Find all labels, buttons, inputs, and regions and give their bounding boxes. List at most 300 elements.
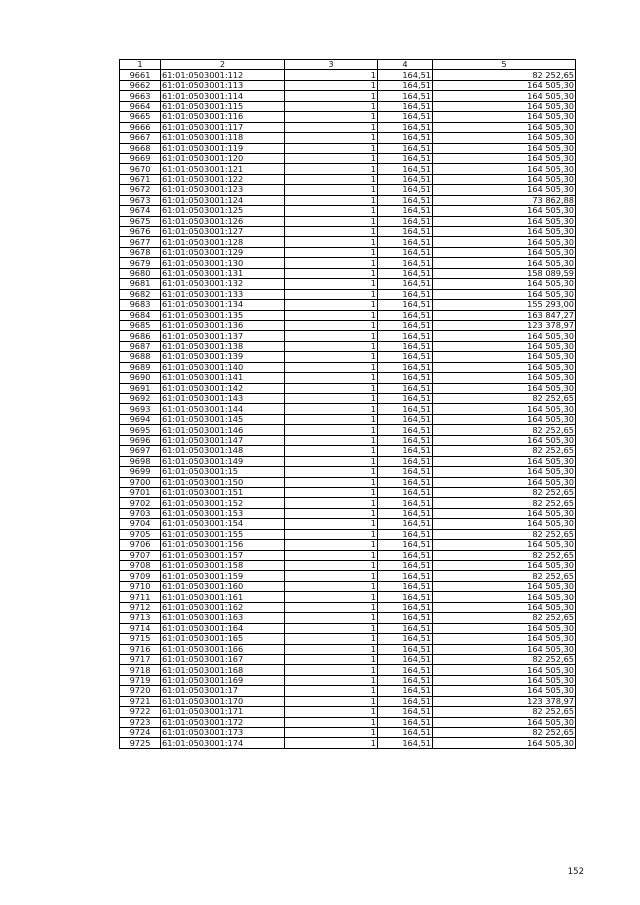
value-cell: 164 505,30 [433, 216, 576, 226]
value-cell: 164 505,30 [433, 561, 576, 571]
row-number-cell: 9698 [120, 456, 161, 466]
table-row [120, 195, 576, 205]
quantity-cell: 1 [285, 91, 378, 101]
value-cell: 164 505,30 [433, 341, 576, 351]
quantity-cell: 1 [285, 195, 378, 205]
area-cell: 164,51 [378, 592, 433, 602]
row-number-cell: 9717 [120, 654, 161, 664]
quantity-cell: 1 [285, 383, 378, 393]
row-number-cell: 9713 [120, 613, 161, 623]
table-row [120, 634, 576, 644]
cadastral-number-cell: 61:01:0503001:160 [161, 581, 285, 591]
cadastral-number-cell: 61:01:0503001:118 [161, 133, 285, 143]
cadastral-number-cell: 61:01:0503001:158 [161, 561, 285, 571]
table-body [120, 70, 576, 748]
table-row [120, 352, 576, 362]
quantity-cell: 1 [285, 174, 378, 184]
header-col-5: 5 [433, 60, 576, 70]
cadastral-number-cell: 61:01:0503001:150 [161, 477, 285, 487]
cadastral-number-cell: 61:01:0503001:132 [161, 279, 285, 289]
value-cell: 164 505,30 [433, 258, 576, 268]
quantity-cell: 1 [285, 728, 378, 738]
area-cell: 164,51 [378, 404, 433, 414]
quantity-cell: 1 [285, 571, 378, 581]
quantity-cell: 1 [285, 112, 378, 122]
cadastral-number-cell: 61:01:0503001:144 [161, 404, 285, 414]
table-header [120, 60, 576, 70]
row-number-cell: 9710 [120, 581, 161, 591]
table-row [120, 300, 576, 310]
cadastral-number-cell: 61:01:0503001:119 [161, 143, 285, 153]
cadastral-number-cell: 61:01:0503001:127 [161, 227, 285, 237]
row-number-cell: 9666 [120, 122, 161, 132]
table-row [120, 675, 576, 685]
table-row [120, 717, 576, 727]
table-row [120, 383, 576, 393]
area-cell: 164,51 [378, 300, 433, 310]
cadastral-number-cell: 61:01:0503001:17 [161, 686, 285, 696]
row-number-cell: 9709 [120, 571, 161, 581]
area-cell: 164,51 [378, 696, 433, 706]
area-cell: 164,51 [378, 634, 433, 644]
value-cell: 164 505,30 [433, 508, 576, 518]
area-cell: 164,51 [378, 529, 433, 539]
table-row [120, 592, 576, 602]
area-cell: 164,51 [378, 341, 433, 351]
cadastral-number-cell: 61:01:0503001:154 [161, 519, 285, 529]
area-cell: 164,51 [378, 467, 433, 477]
cadastral-number-cell: 61:01:0503001:161 [161, 592, 285, 602]
quantity-cell: 1 [285, 133, 378, 143]
value-cell: 164 505,30 [433, 540, 576, 550]
quantity-cell: 1 [285, 561, 378, 571]
header-col-1: 1 [120, 60, 161, 70]
table-row [120, 487, 576, 497]
cadastral-number-cell: 61:01:0503001:130 [161, 258, 285, 268]
value-cell: 82 252,65 [433, 571, 576, 581]
quantity-cell: 1 [285, 185, 378, 195]
header-col-4: 4 [378, 60, 433, 70]
row-number-cell: 9703 [120, 508, 161, 518]
quantity-cell: 1 [285, 70, 378, 80]
value-cell: 164 505,30 [433, 738, 576, 748]
table-row [120, 446, 576, 456]
quantity-cell: 1 [285, 373, 378, 383]
quantity-cell: 1 [285, 592, 378, 602]
row-number-cell: 9688 [120, 352, 161, 362]
table-row [120, 80, 576, 90]
land-plots-table [119, 59, 576, 749]
table-row [120, 258, 576, 268]
value-cell: 164 505,30 [433, 227, 576, 237]
row-number-cell: 9669 [120, 153, 161, 163]
quantity-cell: 1 [285, 352, 378, 362]
value-cell: 158 089,59 [433, 268, 576, 278]
value-cell: 164 505,30 [433, 80, 576, 90]
row-number-cell: 9700 [120, 477, 161, 487]
row-number-cell: 9689 [120, 362, 161, 372]
area-cell: 164,51 [378, 540, 433, 550]
value-cell: 164 505,30 [433, 665, 576, 675]
cadastral-number-cell: 61:01:0503001:153 [161, 508, 285, 518]
row-number-cell: 9699 [120, 467, 161, 477]
area-cell: 164,51 [378, 122, 433, 132]
table-row [120, 91, 576, 101]
cadastral-number-cell: 61:01:0503001:126 [161, 216, 285, 226]
value-cell: 164 505,30 [433, 414, 576, 424]
value-cell: 155 293,00 [433, 300, 576, 310]
quantity-cell: 1 [285, 227, 378, 237]
value-cell: 164 505,30 [433, 174, 576, 184]
row-number-cell: 9673 [120, 195, 161, 205]
value-cell: 164 505,30 [433, 623, 576, 633]
value-cell: 164 505,30 [433, 237, 576, 247]
row-number-cell: 9685 [120, 320, 161, 330]
cadastral-number-cell: 61:01:0503001:136 [161, 320, 285, 330]
area-cell: 164,51 [378, 247, 433, 257]
quantity-cell: 1 [285, 529, 378, 539]
area-cell: 164,51 [378, 561, 433, 571]
area-cell: 164,51 [378, 143, 433, 153]
area-cell: 164,51 [378, 195, 433, 205]
area-cell: 164,51 [378, 268, 433, 278]
area-cell: 164,51 [378, 91, 433, 101]
cadastral-number-cell: 61:01:0503001:143 [161, 394, 285, 404]
row-number-cell: 9668 [120, 143, 161, 153]
value-cell: 164 505,30 [433, 101, 576, 111]
cadastral-number-cell: 61:01:0503001:15 [161, 467, 285, 477]
row-number-cell: 9721 [120, 696, 161, 706]
row-number-cell: 9665 [120, 112, 161, 122]
cadastral-number-cell: 61:01:0503001:151 [161, 487, 285, 497]
cadastral-number-cell: 61:01:0503001:116 [161, 112, 285, 122]
row-number-cell: 9667 [120, 133, 161, 143]
value-cell: 164 505,30 [433, 247, 576, 257]
row-number-cell: 9694 [120, 414, 161, 424]
cadastral-number-cell: 61:01:0503001:128 [161, 237, 285, 247]
value-cell: 73 862,88 [433, 195, 576, 205]
table-row [120, 623, 576, 633]
row-number-cell: 9697 [120, 446, 161, 456]
cadastral-number-cell: 61:01:0503001:165 [161, 634, 285, 644]
quantity-cell: 1 [285, 456, 378, 466]
quantity-cell: 1 [285, 696, 378, 706]
value-cell: 164 505,30 [433, 362, 576, 372]
area-cell: 164,51 [378, 425, 433, 435]
row-number-cell: 9707 [120, 550, 161, 560]
value-cell: 164 505,30 [433, 91, 576, 101]
value-cell: 82 252,65 [433, 446, 576, 456]
table-row [120, 728, 576, 738]
value-cell: 164 505,30 [433, 279, 576, 289]
table-row [120, 540, 576, 550]
row-number-cell: 9720 [120, 686, 161, 696]
area-cell: 164,51 [378, 446, 433, 456]
cadastral-number-cell: 61:01:0503001:122 [161, 174, 285, 184]
quantity-cell: 1 [285, 310, 378, 320]
cadastral-number-cell: 61:01:0503001:137 [161, 331, 285, 341]
row-number-cell: 9683 [120, 300, 161, 310]
cadastral-number-cell: 61:01:0503001:169 [161, 675, 285, 685]
cadastral-number-cell: 61:01:0503001:145 [161, 414, 285, 424]
row-number-cell: 9662 [120, 80, 161, 90]
quantity-cell: 1 [285, 654, 378, 664]
row-number-cell: 9690 [120, 373, 161, 383]
area-cell: 164,51 [378, 258, 433, 268]
header-col-3: 3 [285, 60, 378, 70]
cadastral-number-cell: 61:01:0503001:117 [161, 122, 285, 132]
cadastral-number-cell: 61:01:0503001:166 [161, 644, 285, 654]
quantity-cell: 1 [285, 414, 378, 424]
table-row [120, 414, 576, 424]
cadastral-number-cell: 61:01:0503001:125 [161, 206, 285, 216]
row-number-cell: 9663 [120, 91, 161, 101]
page-number: 152 [567, 867, 584, 877]
area-cell: 164,51 [378, 206, 433, 216]
quantity-cell: 1 [285, 279, 378, 289]
cadastral-number-cell: 61:01:0503001:157 [161, 550, 285, 560]
area-cell: 164,51 [378, 70, 433, 80]
table-row [120, 707, 576, 717]
row-number-cell: 9722 [120, 707, 161, 717]
area-cell: 164,51 [378, 654, 433, 664]
area-cell: 164,51 [378, 80, 433, 90]
value-cell: 164 505,30 [433, 143, 576, 153]
quantity-cell: 1 [285, 738, 378, 748]
quantity-cell: 1 [285, 717, 378, 727]
row-number-cell: 9716 [120, 644, 161, 654]
value-cell: 164 505,30 [433, 153, 576, 163]
row-number-cell: 9701 [120, 487, 161, 497]
row-number-cell: 9674 [120, 206, 161, 216]
table-row [120, 247, 576, 257]
quantity-cell: 1 [285, 644, 378, 654]
row-number-cell: 9679 [120, 258, 161, 268]
quantity-cell: 1 [285, 216, 378, 226]
row-number-cell: 9706 [120, 540, 161, 550]
cadastral-number-cell: 61:01:0503001:114 [161, 91, 285, 101]
value-cell: 82 252,65 [433, 487, 576, 497]
quantity-cell: 1 [285, 623, 378, 633]
cadastral-number-cell: 61:01:0503001:124 [161, 195, 285, 205]
area-cell: 164,51 [378, 352, 433, 362]
area-cell: 164,51 [378, 571, 433, 581]
row-number-cell: 9677 [120, 237, 161, 247]
cadastral-number-cell: 61:01:0503001:162 [161, 602, 285, 612]
quantity-cell: 1 [285, 665, 378, 675]
cadastral-number-cell: 61:01:0503001:135 [161, 310, 285, 320]
cadastral-number-cell: 61:01:0503001:134 [161, 300, 285, 310]
quantity-cell: 1 [285, 206, 378, 216]
area-cell: 164,51 [378, 707, 433, 717]
cadastral-number-cell: 61:01:0503001:131 [161, 268, 285, 278]
row-number-cell: 9680 [120, 268, 161, 278]
table-row [120, 206, 576, 216]
area-cell: 164,51 [378, 508, 433, 518]
area-cell: 164,51 [378, 581, 433, 591]
area-cell: 164,51 [378, 362, 433, 372]
header-row [120, 60, 576, 70]
row-number-cell: 9692 [120, 394, 161, 404]
area-cell: 164,51 [378, 623, 433, 633]
cadastral-number-cell: 61:01:0503001:141 [161, 373, 285, 383]
quantity-cell: 1 [285, 686, 378, 696]
quantity-cell: 1 [285, 435, 378, 445]
row-number-cell: 9702 [120, 498, 161, 508]
table-row [120, 519, 576, 529]
table-row [120, 279, 576, 289]
cadastral-number-cell: 61:01:0503001:164 [161, 623, 285, 633]
quantity-cell: 1 [285, 508, 378, 518]
value-cell: 164 505,30 [433, 164, 576, 174]
table-row [120, 581, 576, 591]
quantity-cell: 1 [285, 247, 378, 257]
quantity-cell: 1 [285, 498, 378, 508]
table-row [120, 467, 576, 477]
quantity-cell: 1 [285, 80, 378, 90]
quantity-cell: 1 [285, 613, 378, 623]
cadastral-number-cell: 61:01:0503001:174 [161, 738, 285, 748]
area-cell: 164,51 [378, 519, 433, 529]
row-number-cell: 9718 [120, 665, 161, 675]
cadastral-number-cell: 61:01:0503001:170 [161, 696, 285, 706]
cadastral-number-cell: 61:01:0503001:133 [161, 289, 285, 299]
row-number-cell: 9675 [120, 216, 161, 226]
table-row [120, 185, 576, 195]
row-number-cell: 9695 [120, 425, 161, 435]
row-number-cell: 9725 [120, 738, 161, 748]
value-cell: 164 505,30 [433, 404, 576, 414]
cadastral-number-cell: 61:01:0503001:172 [161, 717, 285, 727]
table-row [120, 227, 576, 237]
area-cell: 164,51 [378, 289, 433, 299]
cadastral-number-cell: 61:01:0503001:140 [161, 362, 285, 372]
value-cell: 82 252,65 [433, 654, 576, 664]
value-cell: 164 505,30 [433, 122, 576, 132]
area-cell: 164,51 [378, 435, 433, 445]
cadastral-number-cell: 61:01:0503001:129 [161, 247, 285, 257]
quantity-cell: 1 [285, 519, 378, 529]
table-row [120, 696, 576, 706]
row-number-cell: 9670 [120, 164, 161, 174]
quantity-cell: 1 [285, 289, 378, 299]
cadastral-number-cell: 61:01:0503001:148 [161, 446, 285, 456]
table-row [120, 268, 576, 278]
table-row [120, 686, 576, 696]
table-row [120, 561, 576, 571]
area-cell: 164,51 [378, 394, 433, 404]
value-cell: 82 252,65 [433, 498, 576, 508]
cadastral-number-cell: 61:01:0503001:167 [161, 654, 285, 664]
value-cell: 164 505,30 [433, 717, 576, 727]
value-cell: 82 252,65 [433, 70, 576, 80]
table-row [120, 529, 576, 539]
table-row [120, 477, 576, 487]
area-cell: 164,51 [378, 216, 433, 226]
value-cell: 164 505,30 [433, 477, 576, 487]
table-row [120, 362, 576, 372]
quantity-cell: 1 [285, 467, 378, 477]
area-cell: 164,51 [378, 487, 433, 497]
table-row [120, 331, 576, 341]
quantity-cell: 1 [285, 320, 378, 330]
table-row [120, 320, 576, 330]
row-number-cell: 9678 [120, 247, 161, 257]
table-row [120, 435, 576, 445]
area-cell: 164,51 [378, 665, 433, 675]
cadastral-number-cell: 61:01:0503001:146 [161, 425, 285, 435]
area-cell: 164,51 [378, 112, 433, 122]
table-row [120, 341, 576, 351]
quantity-cell: 1 [285, 331, 378, 341]
table-row [120, 738, 576, 748]
cadastral-number-cell: 61:01:0503001:168 [161, 665, 285, 675]
table-row [120, 644, 576, 654]
value-cell: 164 505,30 [433, 133, 576, 143]
row-number-cell: 9705 [120, 529, 161, 539]
quantity-cell: 1 [285, 581, 378, 591]
area-cell: 164,51 [378, 373, 433, 383]
value-cell: 164 505,30 [433, 592, 576, 602]
area-cell: 164,51 [378, 728, 433, 738]
value-cell: 164 505,30 [433, 373, 576, 383]
table-row [120, 133, 576, 143]
quantity-cell: 1 [285, 362, 378, 372]
table-row [120, 216, 576, 226]
table-row [120, 404, 576, 414]
area-cell: 164,51 [378, 414, 433, 424]
quantity-cell: 1 [285, 143, 378, 153]
row-number-cell: 9664 [120, 101, 161, 111]
area-cell: 164,51 [378, 320, 433, 330]
value-cell: 82 252,65 [433, 529, 576, 539]
table-row [120, 237, 576, 247]
row-number-cell: 9687 [120, 341, 161, 351]
row-number-cell: 9682 [120, 289, 161, 299]
area-cell: 164,51 [378, 602, 433, 612]
value-cell: 82 252,65 [433, 707, 576, 717]
cadastral-number-cell: 61:01:0503001:112 [161, 70, 285, 80]
row-number-cell: 9715 [120, 634, 161, 644]
value-cell: 164 505,30 [433, 644, 576, 654]
row-number-cell: 9691 [120, 383, 161, 393]
table-row [120, 498, 576, 508]
row-number-cell: 9719 [120, 675, 161, 685]
row-number-cell: 9672 [120, 185, 161, 195]
row-number-cell: 9681 [120, 279, 161, 289]
table-row [120, 289, 576, 299]
value-cell: 164 505,30 [433, 519, 576, 529]
area-cell: 164,51 [378, 383, 433, 393]
cadastral-number-cell: 61:01:0503001:171 [161, 707, 285, 717]
area-cell: 164,51 [378, 550, 433, 560]
value-cell: 164 505,30 [433, 456, 576, 466]
row-number-cell: 9704 [120, 519, 161, 529]
table-row [120, 425, 576, 435]
value-cell: 164 505,30 [433, 675, 576, 685]
value-cell: 164 505,30 [433, 206, 576, 216]
area-cell: 164,51 [378, 310, 433, 320]
row-number-cell: 9684 [120, 310, 161, 320]
table-row [120, 456, 576, 466]
area-cell: 164,51 [378, 717, 433, 727]
area-cell: 164,51 [378, 164, 433, 174]
quantity-cell: 1 [285, 404, 378, 414]
area-cell: 164,51 [378, 227, 433, 237]
quantity-cell: 1 [285, 153, 378, 163]
cadastral-number-cell: 61:01:0503001:113 [161, 80, 285, 90]
table-row [120, 143, 576, 153]
